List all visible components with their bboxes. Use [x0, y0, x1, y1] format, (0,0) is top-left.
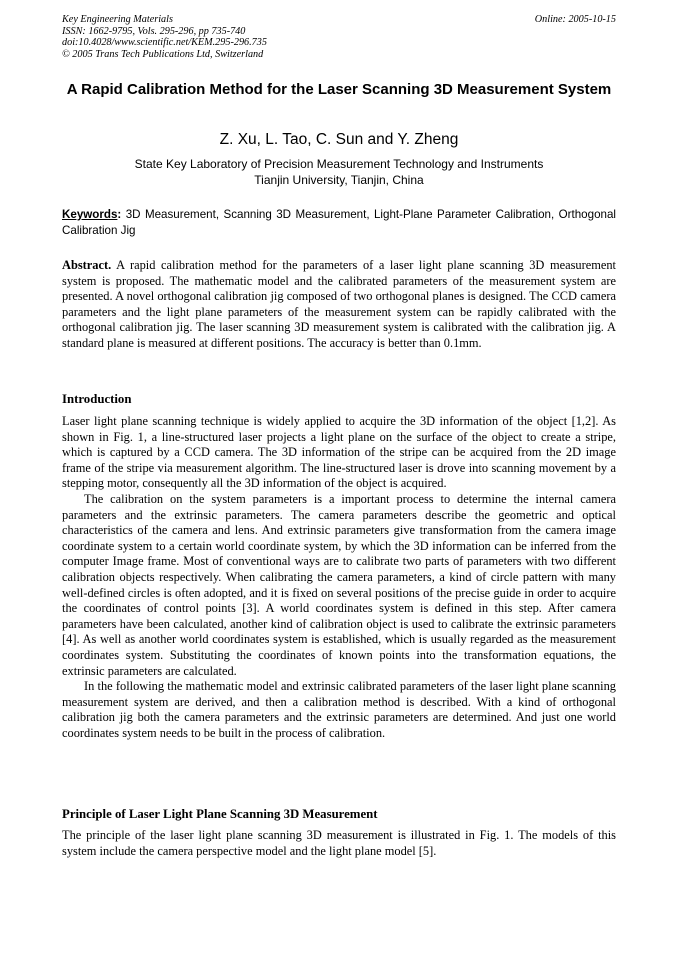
doi-line: doi:10.4028/www.scientific.net/KEM.295-296.735 [62, 37, 267, 49]
keywords-label: Keywords [62, 208, 118, 221]
authors: Z. Xu, L. Tao, C. Sun and Y. Zheng [219, 131, 459, 148]
online-date: Online: 2005-10-15 [534, 14, 616, 25]
principle-body: The principle of the laser light plane scanning 3D measurement is illustrated in Fig. 1. The models of this system include the camera perspective model and the light plane model [5]. [62, 828, 616, 858]
abstract-text: A rapid calibration method for the parameters of a laser light plane scanning 3D measurement system is proposed. The mathematic model and the calibrated parameters of the measurement system are presented. A novel orthogonal calibration jig composed of two orthogonal planes is designed. The CCD camera parameters and the light plane parameters of the measurement system can be rapidly calibrated with the orthogonal calibration jig. The laser scanning 3D measurement system is calibrated with the calibration jig. A standard plane is measured at different positions. The accuracy is better than 0.1mm. [62, 258, 616, 350]
intro-paragraph-1: Laser light plane scanning technique is widely applied to acquire the 3D information of the object [1,2]. As shown in Fig. 1, a line-structured laser projects a light plane on the surface of the object to create a stripe, which is captured by a CCD camera. The 3D information of the stripe can be acquired from the 2D image frame of the stripe via measurement algorithm. The line-structured laser is drove into scanning movement by a stepping motor, consequently all the 3D information of the object is acquired. [62, 414, 616, 491]
journal-header [62, 14, 616, 60]
keywords: Keywords: 3D Measurement, Scanning 3D Measurement, Light-Plane Parameter Calibration, Orthogonal Calibration Jig [62, 208, 616, 237]
affiliation-line-2: Tianjin University, Tianjin, China [254, 173, 424, 187]
journal-name: Key Engineering Materials [62, 14, 173, 25]
keywords-text: 3D Measurement, Scanning 3D Measurement, Light-Plane Parameter Calibration, Orthogonal Calibration Jig [62, 208, 616, 237]
intro-paragraph-3: In the following the mathematic model and extrinsic calibrated parameters of the laser light plane scanning measurement system are derived, and then a calibration method is described. With a kind of orthogonal calibration jig both the camera parameters and the extrinsic parameters are determined. And just one world coordinates system needs to be built in the process of calibration. [62, 679, 616, 740]
intro-paragraph-2: The calibration on the system parameters is a important process to determine the internal camera parameters and the extrinsic parameters. The camera parameters describe the geometric and optical characteristics of the camera and lens. And extrinsic parameters give transformation from the camera image coordinate system to a certain world coordinate system, by which the 3D information can be inferred from the computer Image frame. Most of conventional ways are to calibrate two parts of parameters with two different calibration objects respectively. When calibrating the camera parameters, a kind of circle pattern with many well-defined circles is often adopted, and it is fixed on several positions of the precise guide in order to acquire the coordinates of control points [3]. A world coordinates system is defined in this step. After camera parameters have been calculated, another kind of calibration object is used to calibrate the extrinsic parameters [4]. As well as another world coordinates system is established, which is usually regarded as the measurement coordinates system. Substituting the coordinates of known points into the transformation equations, the extrinsic parameters are calculated. [62, 491, 616, 678]
paper-title: A Rapid Calibration Method for the Laser Scanning 3D Measurement System [66, 81, 612, 98]
abstract [62, 258, 616, 352]
abstract-label: Abstract. [62, 258, 112, 272]
copyright-line: © 2005 Trans Tech Publications Ltd, Switzerland [62, 48, 264, 60]
section-heading-introduction: Introduction [62, 392, 132, 406]
section-heading-principle: Principle of Laser Light Plane Scanning 3D Measurement [62, 807, 378, 821]
issn-line: ISSN: 1662-9795, Vols. 295-296, pp 735-740 [62, 25, 246, 37]
introduction-body [62, 414, 616, 741]
affiliation [62, 156, 616, 188]
affiliation-line-1: State Key Laboratory of Precision Measurement Technology and Instruments [134, 157, 544, 171]
